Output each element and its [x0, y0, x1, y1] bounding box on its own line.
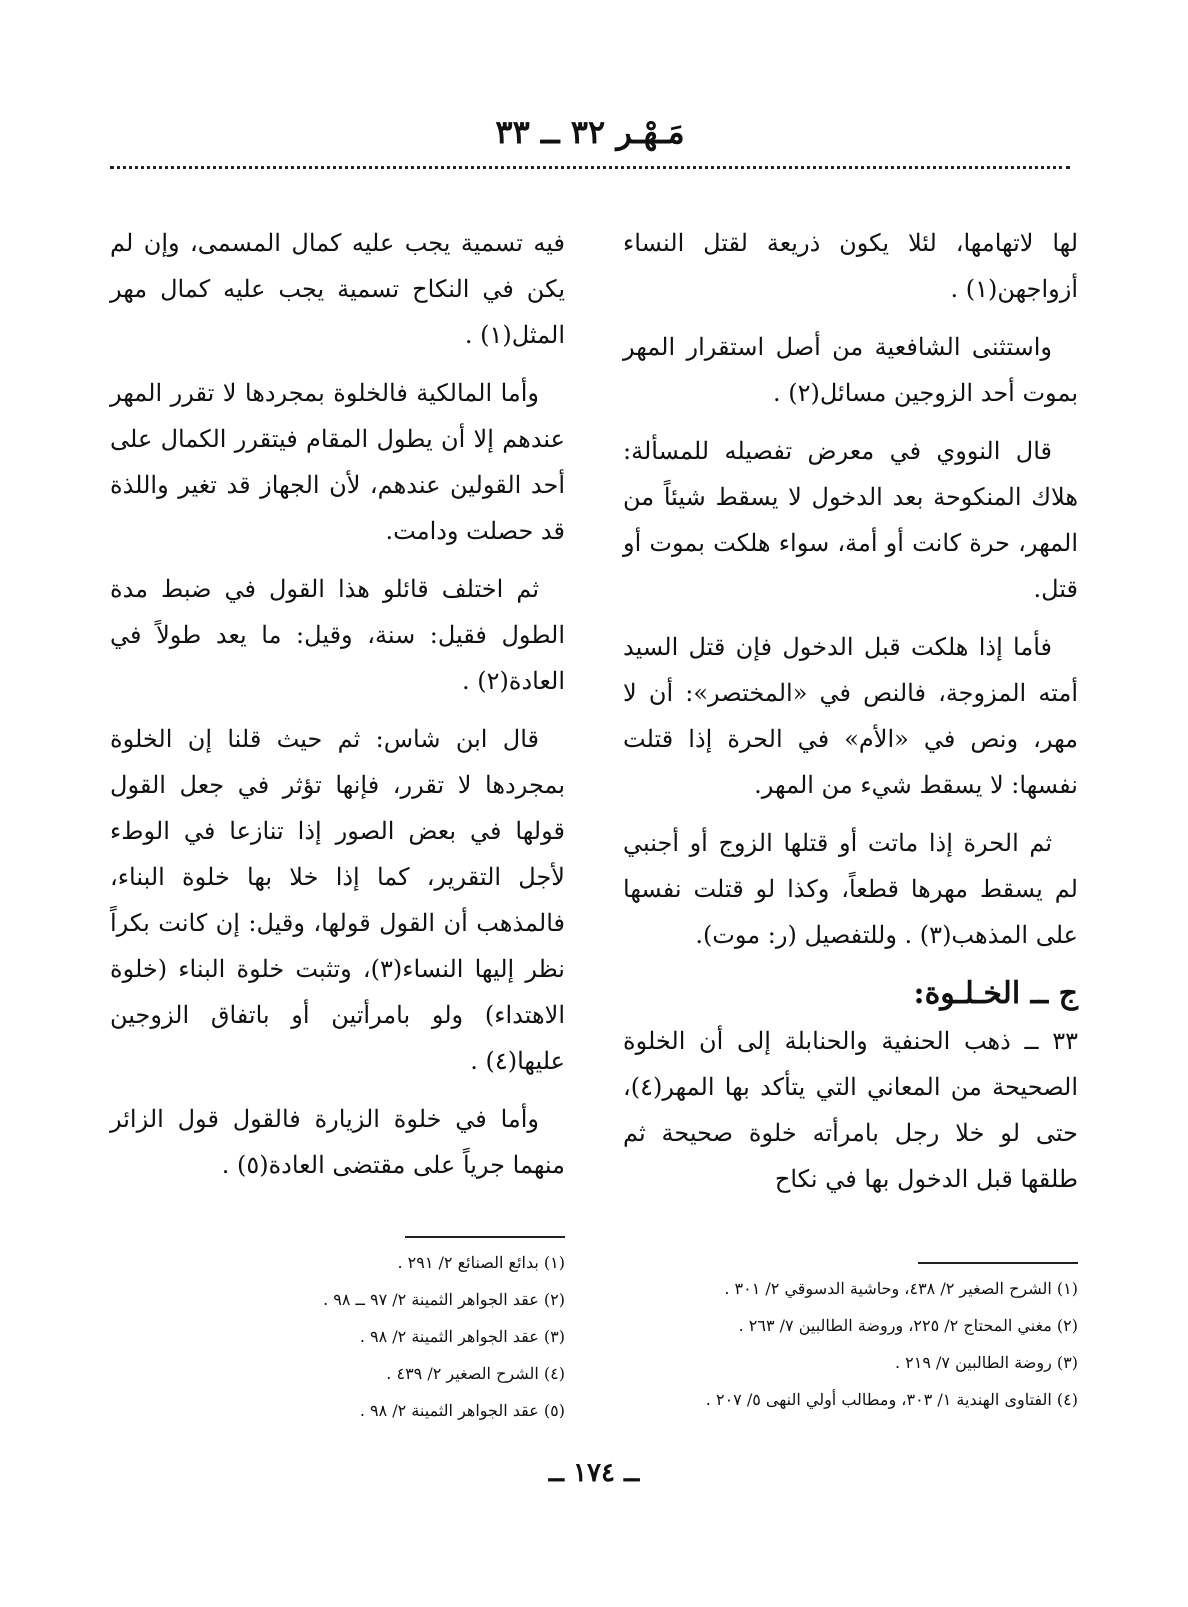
footnotes-right: [623, 1262, 1078, 1422]
footnotes-left: [110, 1236, 565, 1433]
footnote: (١) الشرح الصغير ٢/ ٤٣٨، وحاشية الدسوقي ٢/ ٣٠١ .: [724, 1279, 1078, 1298]
paragraph: فأما إذا هلكت قبل الدخول فإن قتل السيد أمته المزوجة، فالنص في «المختصر»: أن لا مهر، ونص في «الأم» في الحرة إذا قتلت نفسها: لا يسقط شيء من المهر.: [623, 633, 1078, 799]
footnote: (٣) عقد الجواهر الثمينة ٢/ ٩٨ .: [359, 1327, 565, 1346]
section-heading: ج ــ الخـلـوة:: [913, 976, 1078, 1011]
footnote: (٤) الشرح الصغير ٢/ ٤٣٩ .: [386, 1364, 565, 1383]
paragraph: قال ابن شاس: ثم حيث قلنا إن الخلوة بمجردها لا تقرر، فإنها تؤثر في جعل القول قولها في بعض الصور إذا تنازعا في الوطء لأجل التقرير، كما إذا خلا بها خلوة البناء، فالمذهب أن القول قولها، وقيل: إن كانت بكراً نظر إليها النساء(٣)، وتثبت خلوة البناء (خلوة الاهتداء) ولو بامرأتين أو باتفاق الزوجين عليها(٤) .: [110, 725, 565, 1075]
footnote-rule: [405, 1236, 565, 1238]
paragraph: ثم الحرة إذا ماتت أو قتلها الزوج أو أجنبي لم يسقط مهرها قطعاً، وكذا لو قتلت نفسها على المذهب(٣) . وللتفصيل (ر: موت).: [623, 829, 1078, 949]
paragraph: ثم اختلف قائلو هذا القول في ضبط مدة الطول فقيل: سنة، وقيل: ما يعد طولاً في العادة(٢) .: [110, 575, 565, 695]
footnote: (١) بدائع الصنائع ٢/ ٢٩١ .: [397, 1253, 565, 1272]
page-header: مَـهْـر ٣٢ ــ ٣٣: [495, 113, 685, 151]
footnote-rule: [918, 1262, 1078, 1264]
footnote: (٥) عقد الجواهر الثمينة ٢/ ٩٨ .: [359, 1401, 565, 1420]
section-paragraph: ٣٣ ــ ذهب الحنفية والحنابلة إلى أن الخلوة الصحيحة من المعاني التي يتأكد بها المهر(٤)، حتى لو خلا رجل بامرأته خلوة صحيحة ثم طلقها قبل الدخول بها في نكاح: [623, 1027, 1078, 1193]
right-column: [623, 220, 1078, 1214]
footnote: (٤) الفتاوى الهندية ١/ ٣٠٣، ومطالب أولي النهى ٥/ ٢٠٧ .: [705, 1390, 1078, 1409]
header-dotted-rule: [110, 166, 1070, 169]
paragraph: فيه تسمية يجب عليه كمال المسمى، وإن لم يكن في النكاح تسمية يجب عليه كمال مهر المثل(١) .: [110, 229, 565, 349]
paragraph: قال النووي في معرض تفصيله للمسألة: هلاك المنكوحة بعد الدخول لا يسقط شيئاً من المهر، حرة كانت أو أمة، سواء هلكت بموت أو قتل.: [623, 437, 1078, 603]
paragraph: واستثنى الشافعية من أصل استقرار المهر بموت أحد الزوجين مسائل(٢) .: [623, 333, 1078, 407]
page-number: ــ ١٧٤ ــ: [548, 1458, 640, 1488]
paragraph: وأما في خلوة الزيارة فالقول قول الزائر منهما جرياً على مقتضى العادة(٥) .: [110, 1105, 565, 1179]
footnote: (٣) روضة الطالبين ٧/ ٢١٩ .: [894, 1353, 1078, 1372]
footnote: (٢) عقد الجواهر الثمينة ٢/ ٩٧ ــ ٩٨ .: [323, 1290, 565, 1309]
paragraph: وأما المالكية فالخلوة بمجردها لا تقرر المهر عندهم إلا أن يطول المقام فيتقرر الكمال على أحد القولين عندهم، لأن الجهاز قد تغير واللذة قد حصلت ودامت.: [110, 379, 565, 545]
left-column: [110, 220, 565, 1200]
footnote: (٢) مغني المحتاج ٢/ ٢٢٥، وروضة الطالبين ٧/ ٢٦٣ .: [738, 1316, 1078, 1335]
paragraph: لها لاتهامها، لئلا يكون ذريعة لقتل النساء أزواجهن(١) .: [623, 229, 1078, 303]
